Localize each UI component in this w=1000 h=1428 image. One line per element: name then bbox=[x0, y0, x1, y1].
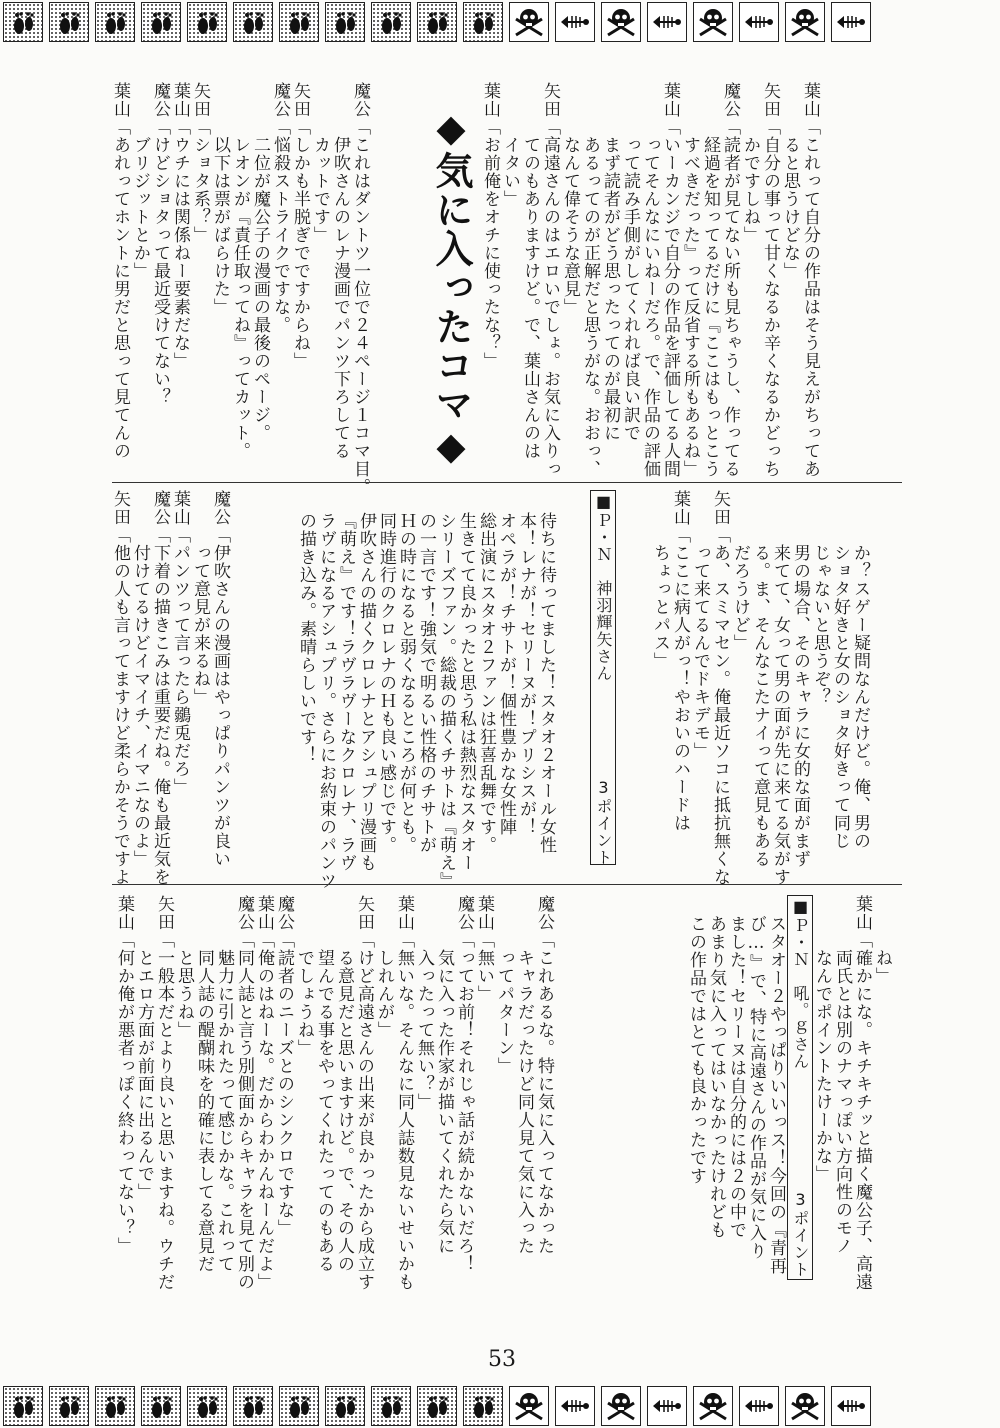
foot-icon bbox=[187, 2, 227, 42]
dialogue-line: る意見だと思いますけど。で、その人の bbox=[334, 895, 354, 1273]
skull-crossbones-icon bbox=[785, 2, 825, 42]
reader-letter-line: この作品ではとても良かったです bbox=[686, 915, 706, 1185]
reader-letter-line: シリーズファン。総裁の描くチサトは『萌え』 bbox=[436, 512, 456, 890]
foot-icon bbox=[371, 1386, 411, 1426]
dialogue-line: 矢田「自分の事って甘くなるか辛くなるかどっち bbox=[760, 82, 780, 478]
dialogue-line: 葉山「無い」 bbox=[474, 895, 494, 1003]
dialogue-line: 付けてるけどイマイチ、イマニなのよ」 bbox=[130, 490, 150, 868]
dialogue-line: 葉山「俺のはねーな。だからわかんねーんだよ」 bbox=[254, 895, 274, 1291]
reader-letter-line: 生きてて良かったと思う私は熱烈なスタオー bbox=[456, 512, 476, 872]
dialogue-line: カットです」 bbox=[310, 82, 330, 244]
dialogue-line: 葉山「確かにな。キチキチッと描く魔公子、高遠 bbox=[852, 895, 872, 1291]
reader-letter-line: ました！セリーヌは自分的には２の中で bbox=[726, 915, 746, 1239]
reader-letter-2-body bbox=[686, 915, 786, 1295]
dialogue-line: ちょっとパス」 bbox=[650, 490, 670, 670]
foot-icon bbox=[233, 1386, 273, 1426]
dialogue-line: 葉山「何か俺が悪者っぽく終わってない？」 bbox=[114, 895, 134, 1255]
dialogue-line: 矢田「あ、スミマセン。俺最近ソコに抵抗無くな bbox=[710, 490, 730, 886]
reader-letter-line: 本！レナが！セリーヌが！プリシスが！ bbox=[516, 512, 536, 836]
dialogue-line: 魔公「これはダントツ一位で２４ページ１コマ目。 bbox=[350, 82, 370, 496]
fish-bone-icon bbox=[831, 1386, 871, 1426]
dialogue-line: イタい」 bbox=[500, 82, 520, 208]
foot-icon bbox=[463, 1386, 503, 1426]
reader-letter-line: 伊吹さんの描くクロレナとアシュプリ漫画も bbox=[356, 512, 376, 872]
dialogue-line: 魔公「下着の描きこみは重要だね。俺も最近気を bbox=[150, 490, 170, 886]
discussion-block-1 bbox=[480, 82, 820, 478]
dialogue-line: 入ったって無い？」 bbox=[414, 895, 434, 1111]
dialogue-line: 葉山「いーカンジで自分の作品を評価してる人間 bbox=[660, 82, 680, 478]
foot-icon bbox=[49, 2, 89, 42]
discussion-block-3 bbox=[650, 490, 870, 886]
dialogue-line: でしょうね」 bbox=[294, 895, 314, 1057]
dialogue-line: ブリジットとか」 bbox=[130, 82, 150, 280]
reader-letter-1-body bbox=[296, 512, 556, 890]
dialogue-line: 矢田「ショタ系？」 bbox=[190, 82, 210, 244]
discussion-block-6 bbox=[114, 895, 554, 1300]
fish-bone-icon bbox=[831, 2, 871, 42]
skull-crossbones-icon bbox=[693, 2, 733, 42]
skull-crossbones-icon bbox=[693, 1386, 733, 1426]
dialogue-line: 葉山「お前俺をオチに使ったな？」 bbox=[480, 82, 500, 370]
dialogue-line: と思うね」 bbox=[174, 895, 194, 1039]
dialogue-line: あるってのが正解だと思うがな。おおっ、 bbox=[580, 82, 600, 478]
bottom-border bbox=[0, 1384, 1000, 1428]
dialogue-line: 魔公「読者が見てない所も見ちゃうし、作ってる bbox=[720, 82, 740, 478]
discussion-block-4 bbox=[110, 490, 230, 886]
foot-icon bbox=[325, 1386, 365, 1426]
dialogue-line: だろうけど」 bbox=[730, 490, 750, 652]
foot-icon bbox=[279, 1386, 319, 1426]
dialogue-line: じゃないと思うぞ？ bbox=[810, 490, 830, 706]
dialogue-line: 来てて、女って男の面が先に来てる気がす bbox=[770, 490, 790, 886]
dialogue-line: 経過を知ってるだけに『ここはもっとこう bbox=[700, 82, 720, 478]
reader-letter-line: あまり気に入ってはいなかったけれども bbox=[706, 915, 726, 1239]
dialogue-line: 葉山「ここに病人がっ！やおいのハードは bbox=[670, 490, 690, 832]
foot-icon bbox=[49, 1386, 89, 1426]
reader-letter-line: オペラが！チサトが！個性豊かな女性陣 bbox=[496, 512, 516, 836]
dialogue-line: ショタ好きと女のショタ好きって同じ bbox=[830, 490, 850, 850]
reader-letter-2-name: ■Ｐ・Ｎ 吼。ｇさん bbox=[791, 897, 810, 1070]
dialogue-line: 二位が魔公子の漫画の最後のページ。 bbox=[250, 82, 270, 442]
reader-letter-2-points: 3ポイント bbox=[791, 1190, 810, 1278]
dialogue-line: 矢田「高遠さんのはエロいでしょ。お気に入りっ bbox=[540, 82, 560, 478]
foot-icon bbox=[279, 2, 319, 42]
page-number: 53 bbox=[488, 1347, 516, 1372]
reader-letter-line: の描き込み。素晴らしいです！ bbox=[296, 512, 316, 764]
foot-icon bbox=[325, 2, 365, 42]
reader-letter-line: ラヴになるアシュプリ。さらにお約束のパンツ bbox=[316, 512, 336, 890]
dialogue-line: 同人誌の醍醐味を的確に表してる意見だ bbox=[194, 895, 214, 1273]
foot-icon bbox=[417, 2, 457, 42]
dialogue-line: 以下は票がばらけた」 bbox=[210, 82, 230, 316]
foot-icon bbox=[187, 1386, 227, 1426]
foot-icon bbox=[417, 1386, 457, 1426]
dialogue-line: 望んでる事をやってくれたってのもある bbox=[314, 895, 334, 1273]
reader-letter-line: 『萌え』です！ラヴラヴーなクロレナ、ラヴ bbox=[336, 512, 356, 872]
dialogue-line: ってパターン」 bbox=[494, 895, 514, 1075]
discussion-block-2 bbox=[110, 82, 370, 496]
dialogue-line: なんて偉そうな意見」 bbox=[560, 82, 580, 316]
skull-crossbones-icon bbox=[601, 2, 641, 42]
dialogue-line: 伊吹さんのレナ漫画でパンツ下ろしてる bbox=[330, 82, 350, 460]
dialogue-line: 両氏とは別のナマっぽい方向性のモノ bbox=[832, 895, 852, 1255]
skull-crossbones-icon bbox=[601, 1386, 641, 1426]
dialogue-line: って来てるんでドキデモ」 bbox=[690, 490, 710, 760]
dialogue-line: 矢田「けど高遠さんの出来が良かったから成立す bbox=[354, 895, 374, 1291]
dialogue-line: ってそんなにいねーだろ。で、作品の評価 bbox=[640, 82, 660, 478]
reader-letter-1-name: ■Ｐ・Ｎ 神羽輝矢さん bbox=[594, 492, 613, 682]
dialogue-line: 気に入った作家が描いてくれたら気に bbox=[434, 895, 454, 1255]
dialogue-line: る。ま、そんなこたナイって意見もある bbox=[750, 490, 770, 868]
dialogue-line: かですしね」 bbox=[740, 82, 760, 244]
dialogue-line: まず読者がどう思ったってのが最初に bbox=[600, 82, 620, 442]
foot-icon bbox=[95, 2, 135, 42]
foot-icon bbox=[233, 2, 273, 42]
foot-icon bbox=[141, 1386, 181, 1426]
dialogue-line: 葉山「ウチには関係ねー要素だな」 bbox=[170, 82, 190, 370]
fish-bone-icon bbox=[647, 2, 687, 42]
dialogue-line: 魔公「読者のニーズとのシンクロですな」 bbox=[274, 895, 294, 1237]
dialogue-line: なんでポイントたけーかな」 bbox=[812, 895, 832, 1183]
dialogue-line: キャラだったけど同人見て気に入った bbox=[514, 895, 534, 1255]
reader-letter-line: 同時進行のクロレナのＨも良い感じです。 bbox=[376, 512, 396, 854]
reader-letter-line: スタオー２やっぱりいいっス！今回の『青再 bbox=[766, 915, 786, 1275]
fish-bone-icon bbox=[555, 1386, 595, 1426]
dialogue-line: 魔公「悩殺ストライクですな。 bbox=[270, 82, 290, 334]
dialogue-line: とエロ方面が前面に出るんで」 bbox=[134, 895, 154, 1201]
dialogue-line: って意見が来るね」 bbox=[190, 490, 210, 706]
dialogue-line: 魔公「同人誌と言う別側面からキャラを見て別の bbox=[234, 895, 254, 1291]
dialogue-line: って読み手側がしてくれれば良い訳で bbox=[620, 82, 640, 442]
discussion-block-5 bbox=[812, 895, 892, 1300]
dialogue-line: てのもありますけど。で、葉山さんのは bbox=[520, 82, 540, 460]
dialogue-line: 葉山「パンツって言ったら鶸兎だろ」 bbox=[170, 490, 190, 796]
dialogue-line: ね」 bbox=[872, 895, 892, 985]
foot-icon bbox=[141, 2, 181, 42]
dialogue-line: すべきだった』って反省する所もあるね」 bbox=[680, 82, 700, 478]
dialogue-line: ると思うけどな」 bbox=[780, 82, 800, 280]
fish-bone-icon bbox=[739, 1386, 779, 1426]
reader-letter-line: Ｈの時になると弱くなるところが何とも。 bbox=[396, 512, 416, 854]
reader-letter-line: び…』で、特に高遠さんの作品が気に入り bbox=[746, 915, 766, 1260]
reader-letter-line: 総出演にスタオ２ファンは狂喜乱舞です。 bbox=[476, 512, 496, 854]
dialogue-line: 矢田「他の人も言ってますけど柔らかそうですよ bbox=[110, 490, 130, 886]
dialogue-line: 葉山「無いな。そんなに同人誌数見ないせいかも bbox=[394, 895, 414, 1291]
section-heading: ◆気に入ったコマ◆ bbox=[429, 106, 473, 469]
foot-icon bbox=[95, 1386, 135, 1426]
dialogue-line: 矢田「しかも半脱ぎでですからね」 bbox=[290, 82, 310, 370]
dialogue-line: 葉山「あれってホントに男だと思って見てんの bbox=[110, 82, 130, 460]
dialogue-line: 矢田「一般本だとより良いと思いますね。ウチだ bbox=[154, 895, 174, 1291]
foot-icon bbox=[371, 2, 411, 42]
dialogue-line: レオンが『責任取ってね』ってカット。 bbox=[230, 82, 250, 460]
section-divider-1 bbox=[112, 482, 902, 483]
section-divider-2 bbox=[112, 884, 902, 885]
dialogue-line: しれんが」 bbox=[374, 895, 394, 1039]
fish-bone-icon bbox=[555, 2, 595, 42]
fish-bone-icon bbox=[647, 1386, 687, 1426]
foot-icon bbox=[463, 2, 503, 42]
skull-crossbones-icon bbox=[509, 1386, 549, 1426]
dialogue-line: 魔公「ってお前！それじゃ話が続かないだろ！ bbox=[454, 895, 474, 1273]
dialogue-line: 魔公「これあるな。特に気に入ってなかった bbox=[534, 895, 554, 1255]
dialogue-line: か？スゲー疑問なんだけど。俺、男の bbox=[850, 490, 870, 850]
skull-crossbones-icon bbox=[509, 2, 549, 42]
reader-letter-line: の一言です！強気で明るい性格のチサトが bbox=[416, 512, 436, 854]
reader-letter-1-points: 3ポイント bbox=[594, 778, 613, 866]
fish-bone-icon bbox=[739, 2, 779, 42]
dialogue-line: 魔公「伊吹さんの漫画はやっぱりパンツが良い bbox=[210, 490, 230, 868]
reader-letter-line: 待ちに待ってました！スタオ２オール女性 bbox=[536, 512, 556, 854]
foot-icon bbox=[3, 2, 43, 42]
dialogue-line: 葉山「これって自分の作品はそう見えがちってあ bbox=[800, 82, 820, 478]
foot-icon bbox=[3, 1386, 43, 1426]
dialogue-line: 男の場合、そのキャラに女的な面がまず bbox=[790, 490, 810, 868]
skull-crossbones-icon bbox=[785, 1386, 825, 1426]
dialogue-line: 魅力に引かれたって感じかな。これって bbox=[214, 895, 234, 1273]
top-border bbox=[0, 0, 1000, 44]
dialogue-line: 魔公「けどショタって最近受けてない？ bbox=[150, 82, 170, 406]
